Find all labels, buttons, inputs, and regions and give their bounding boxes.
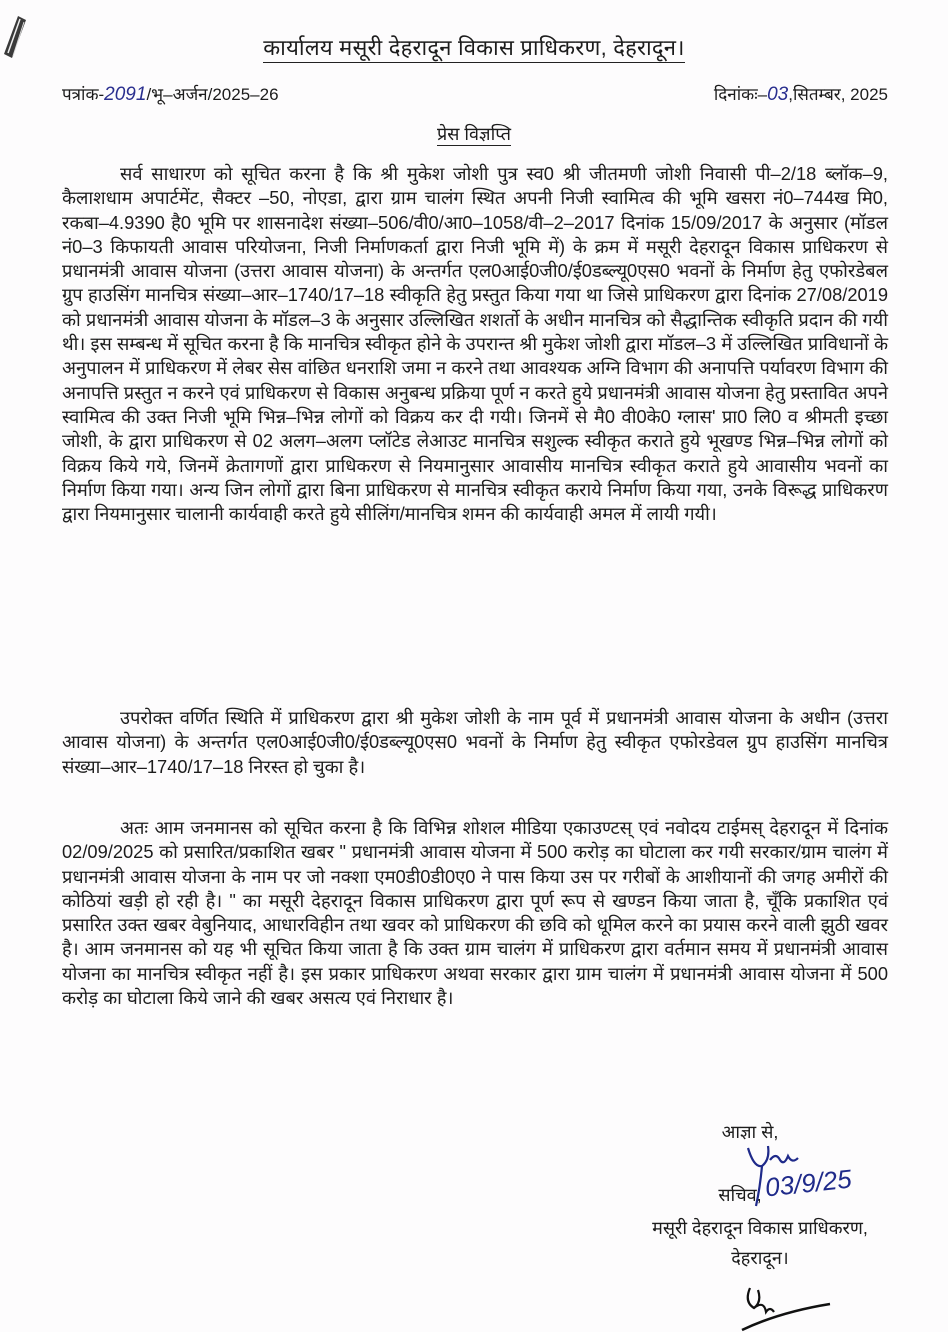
handwritten-date-day: 03	[767, 84, 789, 105]
paragraph-3: अतः आम जनमानस को सूचित करना है कि विभिन्न शोशल मीडिया एकाउण्टस् एवं नवोदय टाईमस् देहरादून में दिनांक 02/09/2025 को प्रसारित/प्रकाशित खबर " प्रधानमंत्री आवास योजना में 500 करोड़ का घोटाला कर गयी सरकार/ग्राम चालंग में प्रधानमंत्री आवास योजना के नाम पर जो नक्शा एम0डी0डी0ए0 ने पास किया उस पर गरीबों के आशीयानों की जगह अमीरों की कोठियां खड़ी हो रही है। " का मसूरी देहरादून विकास प्राधिकरण द्वारा पूर्ण रूप से खण्डन किया जाता है, चूँकि प्रकाशित एवं प्रसारित उक्त खबर वेबुनियाद, आधारविहीन तथा खवर को प्राधिकरण की छवि को धूमिल करने का प्रयास करने वाली झुठी खवर है। आम जनमानस को यह भी सूचित किया जाता है कि उक्त ग्राम चालंग में प्राधिकरण द्वारा वर्तमान समय में प्रधानमंत्री आवास योजना का मानचित्र स्वीकृत नहीं है। इस प्रकार प्राधिकरण अथवा सरकार द्वारा ग्राम चालंग में प्रधानमंत्री आवास योजना में 500 करोड़ का घोटाला किये जाने की खबर असत्य एवं निराधार है।	[62, 817, 888, 1009]
letter-date: दिनांकः–03,सितम्बर, 2025	[713, 84, 888, 105]
city-label: देहरादून।	[731, 1248, 789, 1268]
handwritten-sign-date: 03/9/25	[763, 1163, 854, 1203]
paragraph-1: सर्व साधारण को सूचित करना है कि श्री मुकेश जोशी पुत्र स्व0 श्री जीतमणी जोशी निवासी पी–2/18 ब्लॉक–9, कैलाशधाम अपार्टमेंट, सैक्टर –50, नोएडा, द्वारा ग्राम चालंग स्थित अपनी निजी स्वामित्व की भूमि खसरा नं0–744ख मि0, रकबा–4.9390 है0 भूमि पर शासनादेश संख्या–506/वी0/आ0–1058/वी–2–2017 दिनांक 15/09/2017 के अनुसार (मॉडल नं0–3 किफायती आवास परियोजना, निजी निर्माणकर्ता द्वारा निजी भूमि में) के क्रम में मसूरी देहरादून विकास प्राधिकरण से प्रधानमंत्री आवास योजना (उत्तरा आवास योजना) के अन्तर्गत एल0आई0जी0/ई0डब्ल्यू0एस0 भवनों के निर्माण हेतु एफोरडेबल ग्रुप हाउसिंग मानचित्र संख्या–आर–1740/17–18 स्वीकृति हेतु प्रस्तुत किया गया था जिसे प्राधिकरण द्वारा दिनांक 27/08/2019 को प्रधानमंत्री आवास योजना के मॉडल–3 के अनुसार उल्लिखित शशर्तो के अधीन मानचित्र को सैद्धान्तिक स्वीकृति प्रदान की गयी थी। इस सम्बन्ध में सूचित करना है कि मानचित्र स्वीकृत होने के उपरान्त श्री मुकेश जोशी द्वारा मॉडल–3 में उल्लिखित प्राविधानों के अनुपालन में प्राधिकरण में लेबर सेस वांछित धनराशि जमा न करने तथा आवश्यक अग्नि विभाग की अनापत्ति पर्यावरण विभाग की अनापत्ति प्रस्तुत न करने एवं प्राधिकरण से विकास अनुबन्ध प्रक्रिया पूर्ण न करते हुये प्रधानमंत्री आवास योजना हेतु प्रस्तावित अपने स्वामित्व की उक्त निजी भूमि भिन्न–भिन्न लोगों को विक्रय कर दी गयी। जिनमें से मै0 वी0के0 ग्लास' प्रा0 लि0 व श्रीमती इच्छा जोशी, के द्वारा प्राधिकरण से 02 अलग–अलग प्लॉटेड लेआउट मानचित्र सशुल्क स्वीकृत कराते हुये भूखण्ड भिन्न–भिन्न लोगों को विक्रय किये गये, जिनमें क्रेतागणों द्वारा प्राधिकरण से नियमानुसार आवासीय मानचित्र स्वीकृत कराते हुये आवासीय भवनों का निर्माण किया गया। अन्य जिन लोगों द्वारा बिना प्राधिकरण से मानचित्र स्वीकृत कराये निर्माण किया गया, उनके विरूद्ध प्राधिकरण द्वारा नियमानुसार चालानी कार्यवाही करते हुये सीलिंग/मानचित्र शमन की कार्यवाही अमल में लायी गयी।	[62, 163, 888, 525]
designation-label: सचिव,	[718, 1185, 762, 1205]
office-title: कार्यालय मसूरी देहरादून विकास प्राधिकरण, देहरादून।	[0, 32, 948, 62]
subject-heading: प्रेस विज्ञप्ति	[436, 124, 512, 144]
reference-number: पत्रांक-2091/भू–अर्जन/2025–26	[62, 84, 279, 105]
handwritten-ref-number: 2091	[104, 84, 147, 105]
organization-label: मसूरी देहरादून विकास प्राधिकरण,	[652, 1218, 868, 1238]
initials-signature-icon	[740, 1282, 840, 1332]
paragraph-2: उपरोक्त वर्णित स्थिति में प्राधिकरण द्वारा श्री मुकेश जोशी के नाम पूर्व में प्रधानमंत्री आवास योजना के अधीन (उत्तरा आवास योजना) के अन्तर्गत एल0आई0जी0/ई0डब्ल्यू0एस0 भवनों के निर्माण हेतु स्वीकृत एफोरडेवल ग्रुप हाउसिंग मानचित्र संख्या–आर–1740/17–18 निरस्त हो चुका है।	[62, 707, 888, 777]
by-order-label: आज्ञा से,	[721, 1122, 779, 1142]
